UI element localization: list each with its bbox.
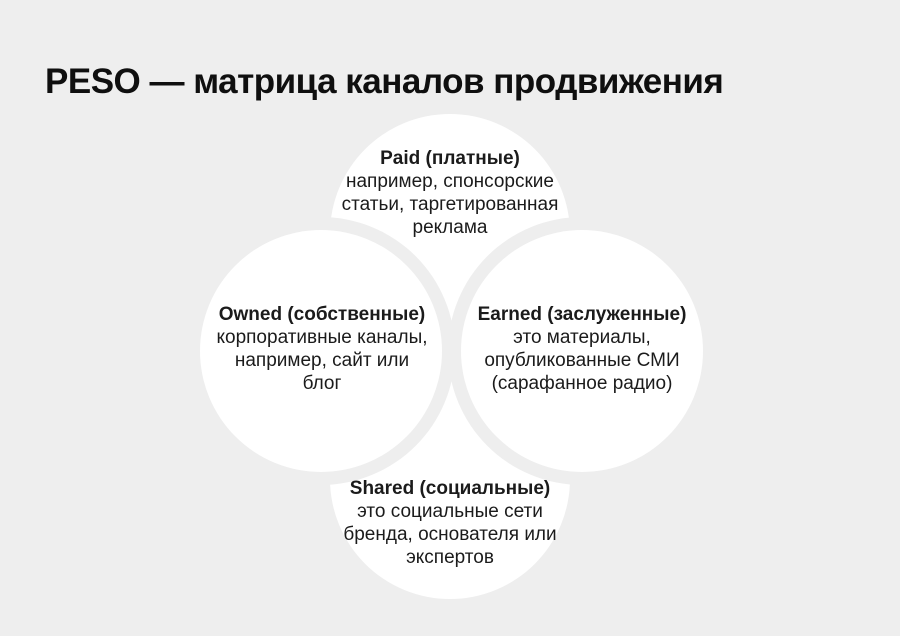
shared-line-1: это социальные сети xyxy=(357,501,543,522)
owned-line-2: например, сайт или xyxy=(234,350,410,371)
shared-label-block xyxy=(300,477,600,569)
earned-label-block xyxy=(442,303,722,395)
owned-heading: Owned (собственные) xyxy=(218,304,426,325)
paid-line-2: статьи, таргетированная xyxy=(341,194,559,215)
earned-heading: Earned (заслуженные) xyxy=(477,304,687,325)
diagram-title: PESO — матрица каналов продвижения xyxy=(45,62,724,101)
shared-heading: Shared (социальные) xyxy=(349,478,551,499)
shared-line-3: экспертов xyxy=(406,547,494,568)
paid-line-1: например, спонсорские xyxy=(346,171,554,192)
owned-line-1: корпоративные каналы, xyxy=(216,327,428,348)
shared-line-2: бренда, основателя или xyxy=(343,524,557,545)
paid-heading: Paid (платные) xyxy=(380,148,520,169)
paid-label-block xyxy=(300,147,600,239)
owned-line-3: блог xyxy=(302,373,342,394)
earned-line-3: (сарафанное радио) xyxy=(491,373,673,394)
paid-line-3: реклама xyxy=(412,217,488,238)
earned-line-2: опубликованные СМИ xyxy=(484,350,680,371)
earned-line-1: это материалы, xyxy=(513,327,651,348)
owned-label-block xyxy=(182,303,462,395)
